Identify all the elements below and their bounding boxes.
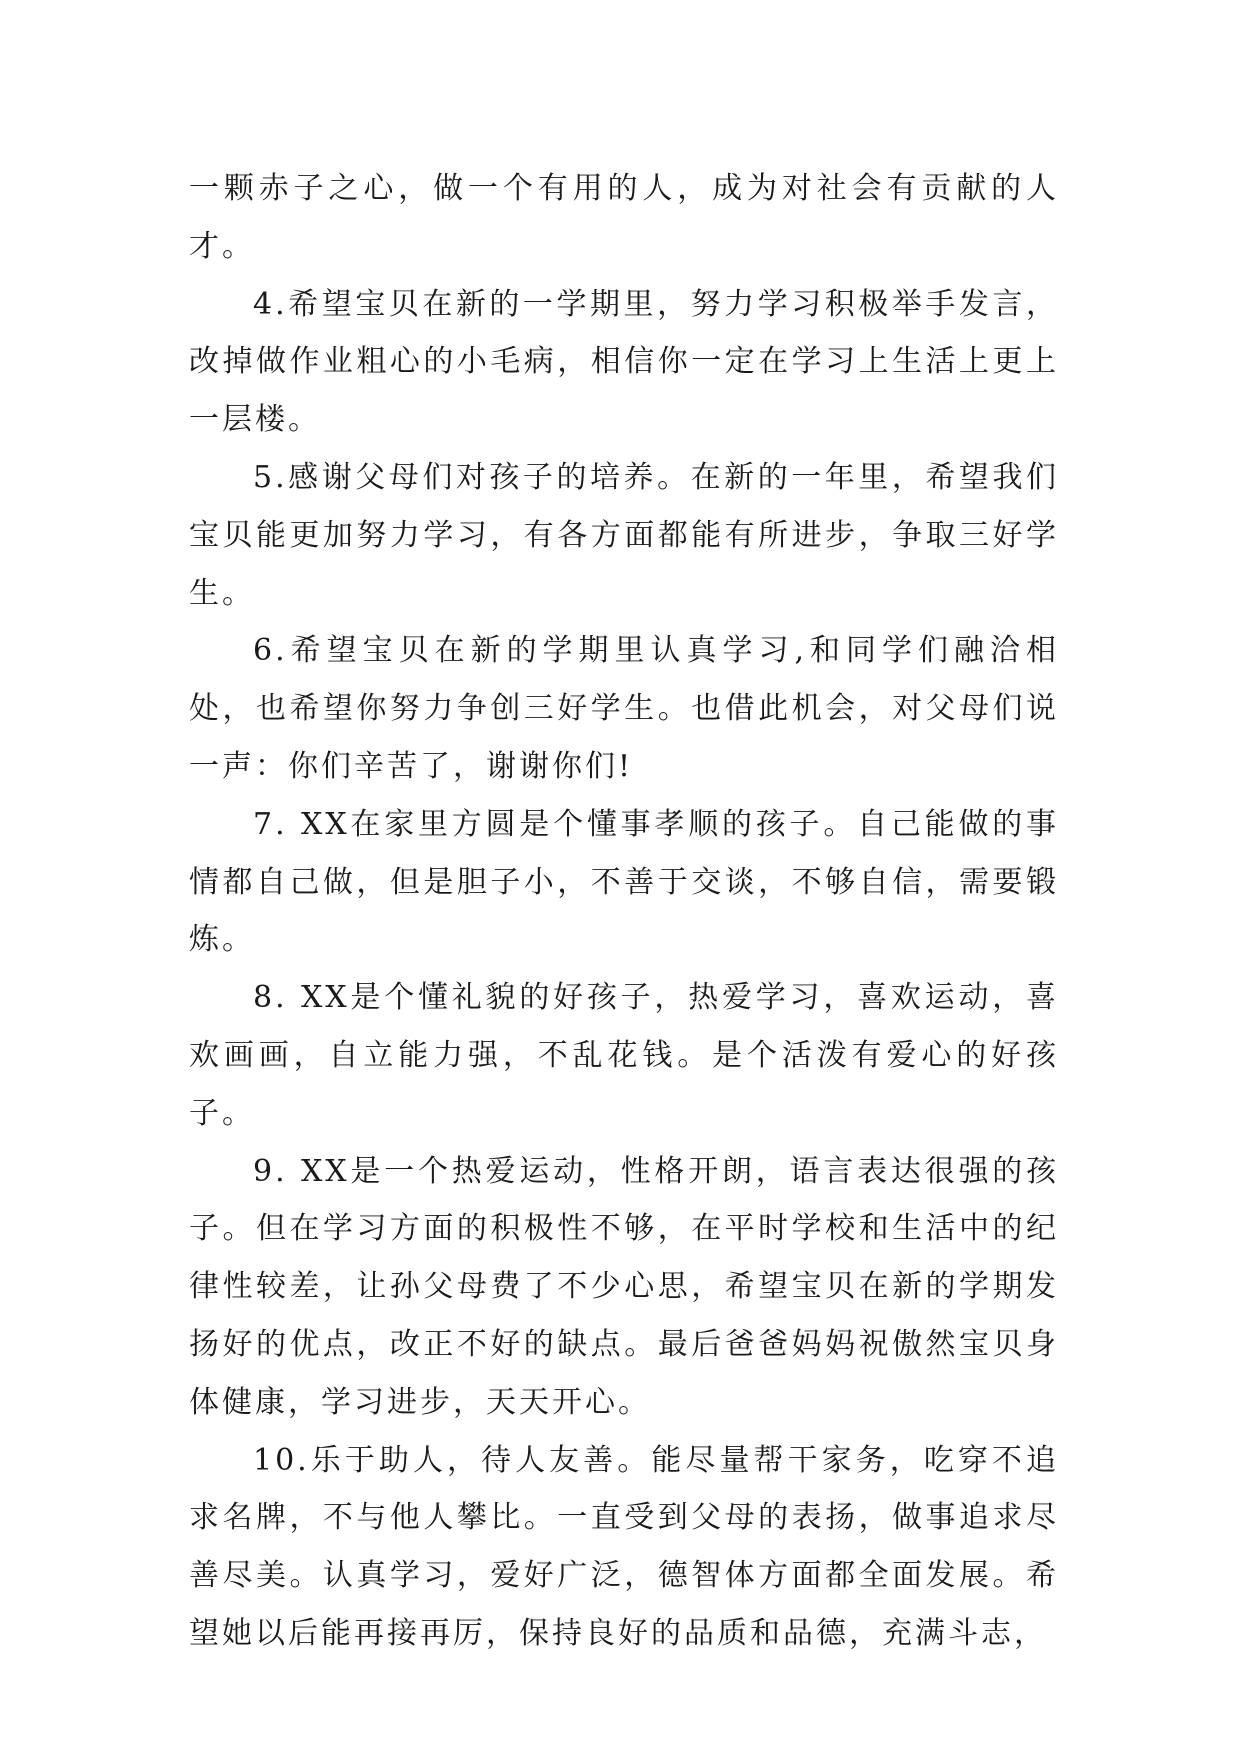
paragraph-continuation: 一颗赤子之心，做一个有用的人，成为对社会有贡献的人才。 — [189, 171, 1059, 264]
paragraph-item-5: 5.感谢父母们对孩子的培养。在新的一年里，希望我们宝贝能更加努力学习，有各方面都能有所进步，争取三好学生。 — [189, 459, 1059, 611]
paragraph-item-10: 10.乐于助人，待人友善。能尽量帮干家务，吃穿不追求名牌，不与他人攀比。一直受到父母的表扬，做事追求尽善尽美。认真学习，爱好广泛，德智体方面都全面发展。希望她以后能再接再厉，保持良好的品质和品德，充满斗志， — [189, 1442, 1059, 1651]
paragraph-item-4: 4.希望宝贝在新的一学期里，努力学习积极举手发言，改掉做作业粗心的小毛病，相信你一定在学习上生活上更上一层楼。 — [189, 286, 1059, 438]
document-body — [189, 160, 1059, 1663]
paragraph-item-7: 7. XX在家里方圆是个懂事孝顺的孩子。自己能做的事情都自己做，但是胆子小，不善于交谈，不够自信，需要锻炼。 — [189, 806, 1059, 958]
paragraph-item-6: 6.希望宝贝在新的学期里认真学习,和同学们融洽相处，也希望你努力争创三好学生。也借此机会，对父母们说一声：你们辛苦了，谢谢你们! — [189, 633, 1059, 784]
paragraph-item-8: 8. XX是个懂礼貌的好孩子，热爱学习，喜欢运动，喜欢画画，自立能力强，不乱花钱。是个活泼有爱心的好孩子。 — [189, 980, 1059, 1131]
paragraph-item-9: 9. XX是一个热爱运动，性格开朗，语言表达很强的孩子。但在学习方面的积极性不够，在平时学校和生活中的纪律性较差，让孙父母费了不少心思，希望宝贝在新的学期发扬好的优点，改正不好的缺点。最后爸爸妈妈祝傲然宝贝身体健康，学习进步，天天开心。 — [189, 1153, 1059, 1420]
